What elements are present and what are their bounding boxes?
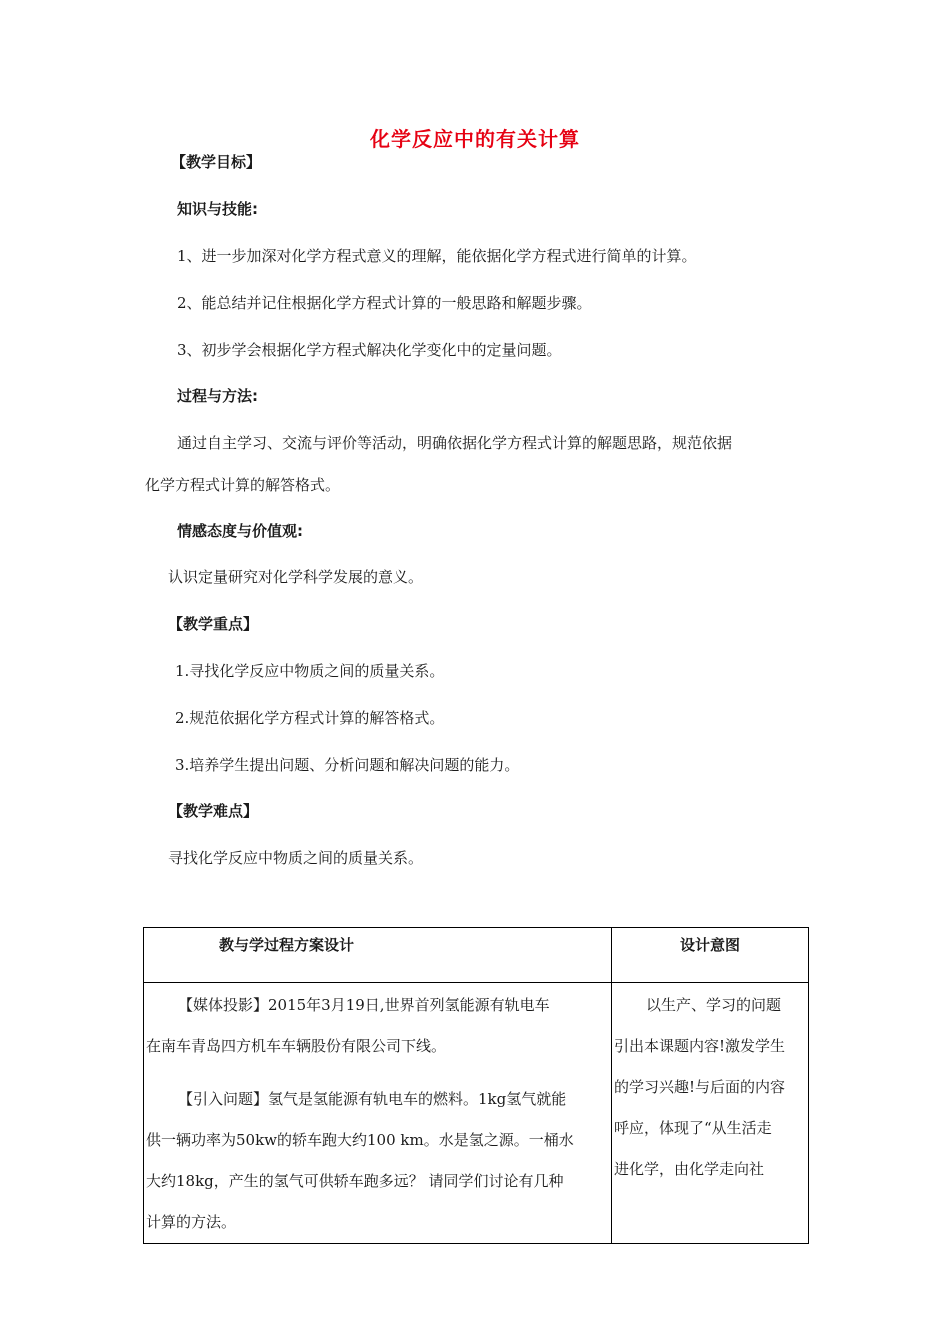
key-points-heading: 【教学重点】 [168, 615, 259, 633]
table-header-row [144, 928, 809, 983]
intent-line: 进化学，由化学走向社 [614, 1160, 765, 1178]
attitude-text: 认识定量研究对化学科学发展的意义。 [168, 568, 424, 586]
design-table [143, 927, 809, 1244]
knowledge-item: 3、初步学会根据化学方程式解决化学变化中的定量问题。 [177, 341, 562, 359]
attitude-heading: 情感态度与价值观: [177, 522, 303, 540]
process-cell [144, 983, 612, 1244]
media-projection-line: 在南车青岛四方机车车辆股份有限公司下线。 [146, 1037, 447, 1055]
intent-line: 引出本课题内容!激发学生 [614, 1037, 786, 1055]
key-point-item: 2.规范依据化学方程式计算的解答格式。 [175, 709, 445, 727]
intent-cell [612, 983, 809, 1244]
knowledge-item: 2、能总结并记住根据化学方程式计算的一般思路和解题步骤。 [177, 294, 592, 312]
process-text-line: 通过自主学习、交流与评价等活动，明确依据化学方程式计算的解题思路，规范依据 [177, 434, 733, 452]
intro-question-line: 【引入问题】氢气是氢能源有轨电车的燃料。1kg氢气就能 [178, 1090, 567, 1108]
objectives-heading: 【教学目标】 [171, 153, 262, 171]
table-header-process: 教与学过程方案设计 [144, 928, 612, 983]
intro-question-line: 大约18kg，产生的氢气可供轿车跑多远？ 请同学们讨论有几种 [146, 1172, 564, 1190]
intro-question-line: 计算的方法。 [146, 1213, 237, 1231]
intent-line: 以生产、学习的问题 [646, 996, 782, 1014]
intent-line: 的学习兴趣!与后面的内容 [614, 1078, 786, 1096]
process-text-line: 化学方程式计算的解答格式。 [145, 476, 341, 494]
document-title: 化学反应中的有关计算 [370, 127, 580, 151]
process-heading: 过程与方法: [177, 387, 258, 405]
difficulty-text: 寻找化学反应中物质之间的质量关系。 [168, 849, 424, 867]
knowledge-item: 1、进一步加深对化学方程式意义的理解，能依据化学方程式进行简单的计算。 [177, 247, 697, 265]
table-row [144, 983, 809, 1244]
knowledge-heading: 知识与技能: [177, 200, 258, 218]
key-point-item: 1.寻找化学反应中物质之间的质量关系。 [175, 662, 445, 680]
difficulty-heading: 【教学难点】 [168, 802, 259, 820]
key-point-item: 3.培养学生提出问题、分析问题和解决问题的能力。 [175, 756, 520, 774]
table-header-intent: 设计意图 [612, 928, 809, 983]
intent-line: 呼应，体现了“从生活走 [614, 1119, 772, 1137]
intro-question-line: 供一辆功率为50kw的轿车跑大约100 km。水是氢之源。一桶水 [146, 1131, 574, 1149]
media-projection-line: 【媒体投影】2015年3月19日,世界首列氢能源有轨电车 [178, 996, 550, 1014]
